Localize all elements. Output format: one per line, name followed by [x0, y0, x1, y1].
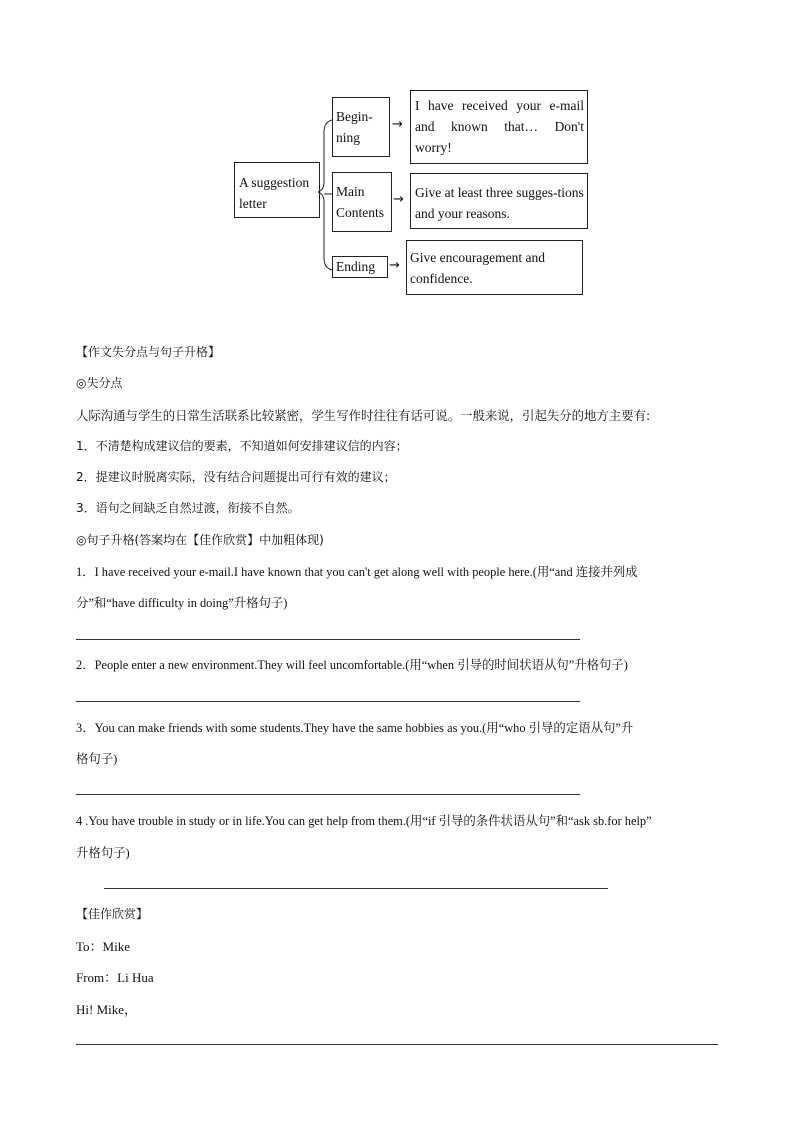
- essay-from: From：Li Hua: [76, 970, 154, 985]
- divider: [76, 1044, 718, 1045]
- section-heading: 【作文失分点与句子升格】: [76, 345, 221, 359]
- branch-text-main: Give at least three sugges-tions and your reasons.: [410, 173, 588, 229]
- branch-label-beginning: Begin-ning: [332, 97, 390, 157]
- subheading-errors: ◎失分点: [76, 376, 123, 390]
- branch-text-ending: Give encouragement and confidence.: [406, 240, 583, 295]
- essay-greeting: Hi! Mike，: [76, 1002, 138, 1017]
- exercise-line: 1．I have received your e-mail.I have known that you can't get along well with people here.(用“and 连接并列成: [76, 565, 638, 579]
- essay-to: To：Mike: [76, 939, 130, 954]
- exercise-line: 格句子): [76, 752, 118, 766]
- answer-line[interactable]: [76, 794, 580, 795]
- answer-line[interactable]: [76, 639, 580, 640]
- branch-label-main: Main Contents: [332, 172, 392, 232]
- root-box: A suggestion letter: [234, 162, 320, 218]
- answer-line[interactable]: [104, 888, 608, 889]
- answer-line[interactable]: [76, 701, 580, 702]
- arrow-icon: →: [392, 117, 403, 132]
- intro-text: 人际沟通与学生的日常生活联系比较紧密，学生写作时往往有话可说。一般来说，引起失分的地方主要有:: [76, 408, 651, 423]
- exercise-line: 分”和“have difficulty in doing”升格句子): [76, 596, 288, 610]
- point-item: 3．语句之间缺乏自然过渡，衔接不自然。: [76, 501, 300, 515]
- exercise-line: 2．People enter a new environment.They will feel uncomfortable.(用“when 引导的时间状语从句”升格句子): [76, 658, 628, 672]
- branch-text-beginning: I have received your e-mail and known that… Don't worry!: [410, 90, 588, 164]
- branch-label-ending: Ending: [332, 256, 388, 278]
- subheading-upgrade: ◎句子升格(答案均在【佳作欣赏】中加粗体现): [76, 533, 324, 547]
- point-item: 1．不清楚构成建议信的要素，不知道如何安排建议信的内容；: [76, 439, 408, 453]
- arrow-icon: →: [389, 258, 400, 273]
- arrow-icon: →: [393, 192, 404, 207]
- exercise-line: 3．You can make friends with some students.They have the same hobbies as you.(用“who 引导的定语从句”升: [76, 721, 634, 735]
- point-item: 2．提建议时脱离实际，没有结合问题提出可行有效的建议；: [76, 470, 396, 484]
- essay-heading: 【佳作欣赏】: [76, 907, 149, 921]
- exercise-line: 升格句子): [76, 846, 130, 860]
- exercise-line: 4 .You have trouble in study or in life.You can get help from them.(用“if 引导的条件状语从句”和“ask sb.for help”: [76, 814, 652, 828]
